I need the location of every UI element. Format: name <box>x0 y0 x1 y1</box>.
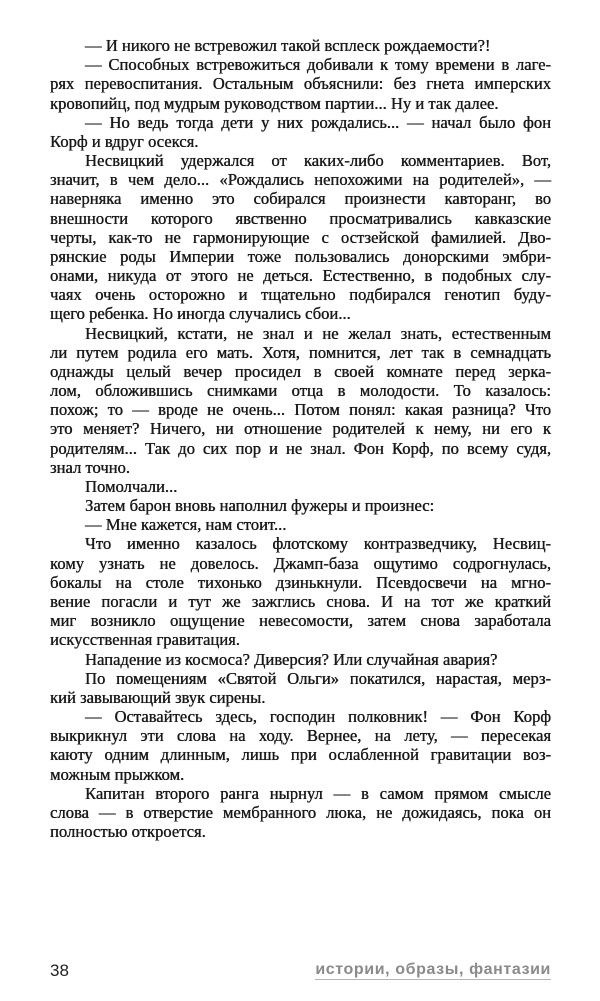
text-line: — Но ведь тогда дети у них рождались... — начал было фон <box>85 112 551 132</box>
text-line: наверняка именно это собирался произнести кавторанг, во <box>50 189 551 209</box>
text-line: вение погасли и тут же зажглись снова. И на тот же краткий <box>50 591 551 611</box>
book-page-body <box>50 36 551 841</box>
text-line: внешности которого явственно просматривались кавказские <box>50 208 551 228</box>
text-line: каюту одним длинным, лишь при ослабленной гравитации воз- <box>50 745 551 765</box>
text-line: Корф и вдруг осекся. <box>50 131 199 151</box>
text-line: бокалы на столе тихонько дзинькнули. Псевдосвечи на мгно- <box>50 572 551 592</box>
paragraph <box>50 36 551 55</box>
text-line: — Способных встревожиться добивали к тому времени в лаге- <box>85 55 551 75</box>
text-line: — Мне кажется, нам стоит... <box>85 515 287 535</box>
text-line: Помолчали... <box>85 476 178 496</box>
text-line: Нападение из космоса? Диверсия? Или случайная авария? <box>85 649 498 669</box>
text-line: чаях очень осторожно и тщательно подбирался генотип буду- <box>50 285 551 305</box>
text-line: родителям... Так до сих пор и не знал. Фон Корф, по всему судя, <box>50 438 551 458</box>
text-line: — И никого не встревожил такой всплеск рождаемости?! <box>85 36 491 55</box>
text-line: онами, никуда от этого не деться. Естественно, в подобных слу- <box>50 266 551 286</box>
text-line: значит, в чем дело... «Рождались непохожими на родителей», — <box>50 170 551 190</box>
text-line: Что именно казалось флотскому контразведчику, Несвиц- <box>85 534 551 554</box>
paragraph <box>50 534 551 649</box>
text-line: это меняет? Ничего, ни отношение родителей к нему, ни его к <box>50 419 551 439</box>
text-line: Капитан второго ранга нырнул — в самом прямом смысле <box>85 783 551 803</box>
running-footer-title: истории, образы, фантазии <box>315 961 551 978</box>
text-line: Несвицкий, кстати, не знал и не желал знать, естественным <box>85 323 551 343</box>
page-number: 38 <box>50 961 69 980</box>
paragraph <box>50 784 551 842</box>
text-line: По помещениям «Святой Ольги» покатился, нарастая, мерз- <box>85 668 551 688</box>
text-line: черты, как-то не гармонирующие с остзейской фамилией. Дво- <box>50 227 551 247</box>
text-line: можным прыжком. <box>50 764 185 784</box>
text-line: выкрикнул эти слова на ходу. Вернее, на лету, — пересекая <box>50 726 551 746</box>
paragraph <box>50 650 551 669</box>
paragraph <box>50 669 551 707</box>
paragraph <box>50 113 551 151</box>
paragraph <box>50 55 551 113</box>
paragraph <box>50 151 551 324</box>
text-line: — Оставайтесь здесь, господин полковник! — Фон Корф <box>85 707 551 727</box>
text-line: кий завывающий звук сирены. <box>50 687 266 707</box>
text-line: Затем барон вновь наполнил фужеры и произнес: <box>85 496 435 516</box>
text-line: знал точно. <box>50 457 130 477</box>
text-line: рях перевоспитания. Остальным объяснили: без гнета имперских <box>50 74 551 94</box>
text-line: ли путем родила его мать. Хотя, помнится, лет так в семнадцать <box>50 342 551 362</box>
paragraph <box>50 515 551 534</box>
text-line: однажды целый вечер просидел в своей комнате перед зерка- <box>50 361 551 381</box>
paragraph <box>50 707 551 784</box>
text-line: полностью откроется. <box>50 822 206 842</box>
paragraph <box>50 477 551 496</box>
text-line: миг возникло ощущение невесомости, затем снова заработала <box>50 611 551 631</box>
paragraph <box>50 324 551 477</box>
text-line: щего ребенка. Но иногда случались сбои... <box>50 304 351 324</box>
text-line: искусственная гравитация. <box>50 630 240 650</box>
paragraph <box>50 496 551 515</box>
text-line: слова — в отверстие мембранного люка, не дожидаясь, пока он <box>50 802 551 822</box>
text-line: кому узнать не довелось. Джамп-база ощутимо содрогнулась, <box>50 553 551 573</box>
text-line: Несвицкий удержался от каких-либо комментариев. Вот, <box>85 151 551 171</box>
text-line: похож; то — вроде не очень... Потом понял: какая разница? Что <box>50 400 551 420</box>
text-line: рянские роды Империи тоже пользовались донорскими эмбри- <box>50 246 551 266</box>
text-line: кровопийц, под мудрым руководством партии... Ну и так далее. <box>50 93 499 113</box>
text-line: лом, обложившись снимками отца в молодости. То казалось: <box>50 381 551 401</box>
